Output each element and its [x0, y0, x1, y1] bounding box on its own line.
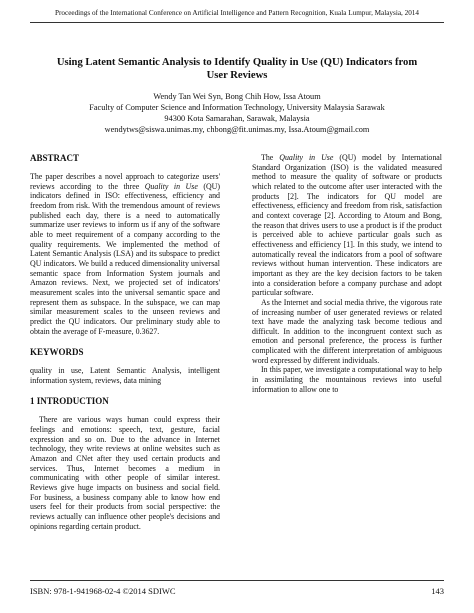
running-head: Proceedings of the International Conference on Artificial Intelligence and Pattern Recognition, Kuala Lumpur, Malaysia, 2014 — [55, 9, 419, 17]
abstract-text — [30, 172, 220, 336]
author-address: 94300 Kota Samarahan, Sarawak, Malaysia — [164, 114, 310, 123]
author-emails: wendytws@siswa.unimas.my, chbong@fit.unimas.my, Issa.Atoum@gmail.com — [104, 125, 370, 134]
intro-paragraph-1: There are various ways human could express their feelings and emotions: speech, text, gesture, facial expression and so on. Due to the advance in Internet technology, they write reviews at online websites such as Amazon and CNet after they used certain products and services. Thus, Internet becomes a medium in communicating with other people of similar interest. Reviews give huge impacts on business and social field. For business, a business company able to know how end users feel for their products from social perspective: the reviews actually can influence other people's decisions and opinions regarding certain product. — [30, 415, 220, 531]
author-affiliation: Faculty of Computer Science and Information Technology, University Malaysia Sarawak — [89, 103, 385, 112]
right-column — [252, 153, 442, 394]
abstract-text-part-2: (QU) indicators defined in ISO: effectiveness, efficiency and freedom from risk. With the tremendous amount of reviews published each day, there is a need to automatically summarize user reviews to inform us if any of the software able to meet requirement of a company according to the quality requirements. We implemented the method of Latent Semantic Analysis (LSA) and its subspace to predict QU indicators. We build a reduced dimensionality universal semantic space from Information System journals and Amazon reviews. Next, we projected set of indicators' measurement scales into the universal semantic space and represent them as subspace. In the subspace, we can map similar measurement scales to the unseen reviews and predict the QU indicators. Our preliminary study able to obtain the average of F-measure, 0.3627. — [30, 181, 220, 336]
title-line-1: Using Latent Semantic Analysis to Identify Quality in Use (QU) Indicators from — [56, 57, 418, 68]
intro-paragraph-2: The Quality in Use (QU) model by International Standard Organization (ISO) is the validated measured method to measure the quality of software or products which related to the outcome after user interacted with the products [2]. The indicators for QU model are effectiveness, efficiency and freedom from risk, satisfaction and context coverage [2]. According to Atoum and Bong, the reason that drives users to use a product is if the product is perceived able to achieve particular goals such as effectiveness and efficiency [1]. In this study, we intend to automatically reveal the indicators from a pool of software reviews without human intervention. These indicators are important as they are the key decision factors to be taken into a consideration before a company purchase and adopt particular software. — [252, 153, 442, 298]
intro-paragraph-3: As the Internet and social media thrive, the vigorous rate of increasing number of user generated reviews or related text have made the analyzing task become tedious and difficult. In addition to the incongruent context such as emotion and personal preference, the process is further complicated with the different interpretation of ambiguous word expressed by different individuals. — [252, 297, 442, 365]
abstract-heading: ABSTRACT — [30, 153, 80, 163]
footer-isbn: ISBN: 978-1-941968-02-4 ©2014 SDIWC — [30, 586, 176, 596]
footer-page-number: 143 — [431, 586, 444, 596]
left-column — [30, 153, 220, 531]
keywords-heading: KEYWORDS — [30, 347, 84, 358]
keywords-text: quality in use, Latent Semantic Analysis, intelligent information system, reviews, data mining — [30, 366, 220, 385]
title-line-2: User Reviews — [206, 70, 268, 81]
footer-rule — [30, 580, 444, 581]
author-names: Wendy Tan Wei Syn, Bong Chih How, Issa Atoum — [153, 92, 321, 101]
abstract-italic-term: Quality in Use — [144, 181, 198, 191]
introduction-heading: 1 INTRODUCTION — [30, 396, 109, 407]
paper-title — [40, 56, 434, 82]
intro-paragraph-4: In this paper, we investigate a computational way to help in assimilating the mountainous reviews into useful information to allow one to — [252, 365, 442, 394]
intro-italic-term: Quality in Use — [279, 153, 334, 162]
header-rule — [30, 22, 444, 23]
abstract-text-part-1: The paper describes a novel approach to categorize users' reviews according to the three — [30, 172, 220, 191]
author-block — [30, 91, 444, 135]
